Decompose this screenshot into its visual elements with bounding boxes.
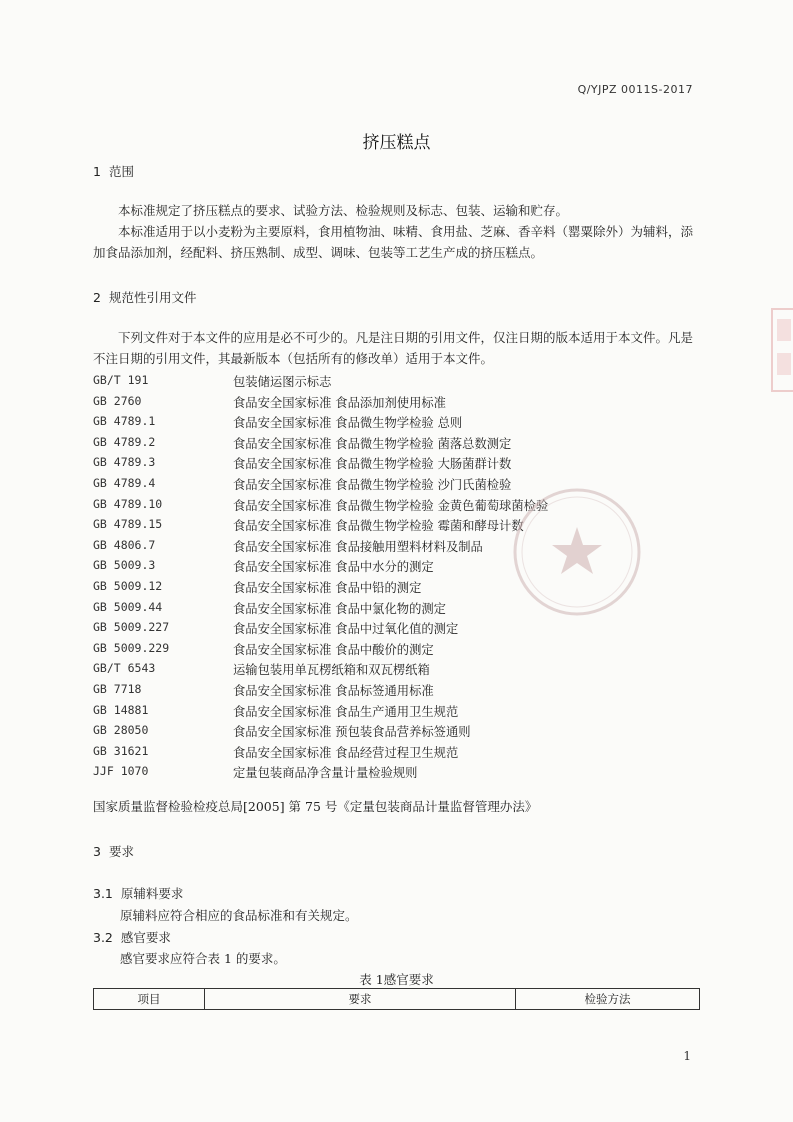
subsection-number: 3.2: [93, 930, 113, 945]
subsection-3-1-heading: [93, 884, 183, 902]
reference-title: 食品安全国家标准 食品微生物学检验 沙门氏菌检验: [233, 477, 512, 492]
reference-title: 食品安全国家标准 食品标签通用标准: [233, 683, 434, 698]
table-header-cell: 要求: [205, 989, 516, 1010]
reference-code: GB 28050: [93, 723, 149, 738]
reference-item: [93, 432, 703, 453]
reference-code: GB 7718: [93, 681, 142, 696]
section-title: 要求: [108, 844, 134, 859]
section-title: 规范性引用文件: [108, 290, 197, 305]
reference-title: 定量包装商品净含量计量检验规则: [233, 766, 418, 781]
reference-title: 食品安全国家标准 食品中酸价的测定: [233, 642, 434, 657]
reference-item: [93, 391, 703, 412]
reference-item: [93, 741, 703, 762]
reference-code: GB 5009.44: [93, 599, 163, 614]
company-seal-icon: [510, 485, 645, 620]
reference-title: 食品安全国家标准 食品微生物学检验 总则: [233, 416, 463, 431]
reference-title: 食品安全国家标准 食品接触用塑料材料及制品: [233, 539, 483, 554]
reference-code: GB 4789.4: [93, 475, 156, 490]
table-header-cell: 检验方法: [516, 989, 700, 1010]
reference-item: [93, 617, 703, 638]
paragraph: 本标准规定了挤压糕点的要求、试验方法、检验规则及标志、包装、运输和贮存。: [118, 203, 569, 218]
reference-title: 食品安全国家标准 食品中铅的测定: [233, 580, 422, 595]
reference-code: GB 4789.1: [93, 414, 156, 429]
reference-code: GB 4789.15: [93, 517, 163, 532]
reference-title: 包装储运图示标志: [233, 375, 332, 389]
subsection-number: 3.1: [93, 886, 113, 901]
reference-code: GB 14881: [93, 702, 149, 717]
reference-code: GB 5009.12: [93, 578, 163, 593]
reference-title: 食品安全国家标准 食品微生物学检验 霉菌和酵母计数: [233, 519, 524, 534]
section-1-heading: [93, 162, 134, 180]
reference-code: GB 5009.3: [93, 558, 156, 573]
reference-title: 食品安全国家标准 食品微生物学检验 金黄色葡萄球菌检验: [233, 498, 549, 513]
subsection-title: 原辅料要求: [120, 886, 184, 901]
section-3-heading: [93, 842, 134, 860]
reference-item: [93, 761, 703, 782]
reference-title: 运输包装用单瓦楞纸箱和双瓦楞纸箱: [233, 663, 430, 678]
reference-item: [93, 638, 703, 659]
reference-title: 食品安全国家标准 食品中氯化物的测定: [233, 601, 446, 616]
reference-code: JJF 1070: [93, 764, 149, 779]
reference-title: 食品安全国家标准 预包装食品营养标签通则: [233, 725, 471, 740]
reference-code: GB 4806.7: [93, 537, 156, 552]
section-2-heading: [93, 288, 196, 306]
reference-title: 食品安全国家标准 食品中水分的测定: [233, 560, 434, 575]
reference-code: GB 4789.2: [93, 434, 156, 449]
subsection-3-1-text: 原辅料应符合相应的食品标准和有关规定。: [120, 908, 358, 923]
document-number: Q/YJPZ 0011S-2017: [577, 83, 693, 96]
table-caption: 表 1感官要求: [359, 972, 434, 987]
edge-seal-icon: [768, 305, 793, 395]
reference-title: 食品安全国家标准 食品生产通用卫生规范: [233, 704, 459, 719]
table-header-row: [94, 989, 700, 1010]
paragraph: 本标准适用于以小麦粉为主要原料，食用植物油、味精、食用盐、芝麻、香辛料（罂粟除外）为辅料，添加食品添加剂，经配料、挤压熟制、成型、调味、包装等工艺生产成的挤压糕点。: [93, 224, 694, 260]
reference-code: GB 31621: [93, 743, 149, 758]
table-header-cell: 项目: [94, 989, 205, 1010]
reference-code: GB 5009.229: [93, 640, 170, 655]
reference-code: GB/T 6543: [93, 661, 156, 676]
reference-code: GB 5009.227: [93, 620, 170, 635]
section-number: 3: [93, 844, 101, 859]
reference-item: [93, 720, 703, 741]
reference-code: GB 2760: [93, 393, 142, 408]
reference-title: 食品安全国家标准 食品中过氧化值的测定: [233, 622, 459, 637]
subsection-3-2-heading: [93, 928, 171, 946]
subsection-title: 感官要求: [120, 930, 171, 945]
section-2-intro: [93, 327, 698, 369]
section-number: 2: [93, 290, 101, 305]
subsection-3-2-text: 感官要求应符合表 1 的要求。: [120, 951, 286, 966]
reference-title: 食品安全国家标准 食品添加剂使用标准: [233, 395, 446, 410]
reference-item: [93, 658, 703, 679]
paragraph: 下列文件对于本文件的应用是必不可少的。凡是注日期的引用文件，仅注日期的版本适用于本文件。凡是不注日期的引用文件，其最新版本（包括所有的修改单）适用于本文件。: [93, 330, 694, 366]
reference-item: [93, 700, 703, 721]
page-title: 挤压糕点: [362, 133, 431, 153]
section-number: 1: [93, 164, 101, 179]
reference-item: [93, 411, 703, 432]
reference-item: [93, 452, 703, 473]
reference-title: 食品安全国家标准 食品微生物学检验 菌落总数测定: [233, 436, 512, 451]
page-number: 1: [683, 1049, 691, 1063]
reference-item: [93, 679, 703, 700]
sensory-requirements-table: [93, 988, 700, 1010]
section-1-body: [93, 200, 698, 263]
reference-title: 食品安全国家标准 食品经营过程卫生规范: [233, 745, 459, 760]
regulation-reference: 国家质量监督检验检疫总局[2005] 第 75 号《定量包装商品计量监督管理办法》: [93, 799, 538, 814]
reference-code: GB 4789.10: [93, 496, 163, 511]
reference-title: 食品安全国家标准 食品微生物学检验 大肠菌群计数: [233, 457, 512, 472]
reference-code: GB 4789.3: [93, 455, 156, 470]
section-title: 范围: [108, 164, 134, 179]
reference-code: GB/T 191: [93, 373, 149, 387]
reference-item: [93, 370, 703, 391]
